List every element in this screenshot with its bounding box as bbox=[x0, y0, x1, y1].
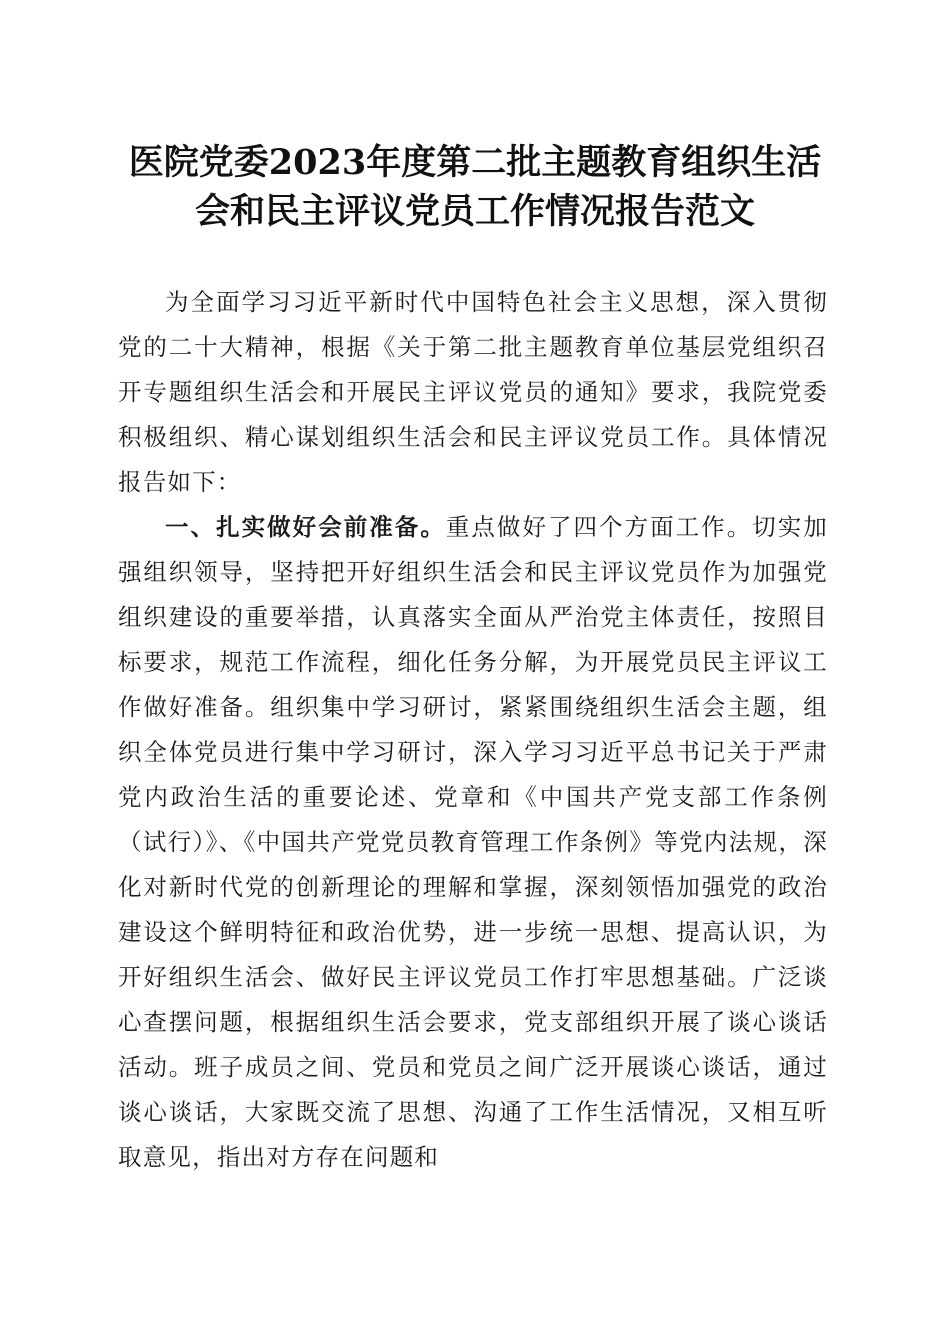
section-one-heading: 一、扎实做好会前准备。 bbox=[165, 513, 446, 541]
section-one-text: 重点做好了四个方面工作。切实加强组织领导，坚持把开好组织生活会和民主评议党员作为加强党组织建设的重要举措，认真落实全面从严治党主体责任，按照目标要求，规范工作流程，细化任务分解，为开展党员民主评议工作做好准备。组织集中学习研讨，紧紧围绕组织生活会主题，组织全体党员进行集中学习研讨，深入学习习近平总书记关于严肃党内政治生活的重要论述、党章和《中国共产党支部工作条例（试行）》、《中国共产党党员教育管理工作条例》等党内法规，深化对新时代党的创新理论的理解和掌握，深刻领悟加强党的政治建设这个鲜明特征和政治优势，进一步统一思想、提高认识，为开好组织生活会、做好民主评议党员工作打牢思想基础。广泛谈心查摆问题，根据组织生活会要求，党支部组织开展了谈心谈话活动。班子成员之间、党员和党员之间广泛开展谈心谈话，通过谈心谈话，大家既交流了思想、沟通了工作生活情况，又相互听取意见，指出对方存在问题和 bbox=[118, 513, 829, 1171]
title-line-1: 医院党委2023年度第二批主题教育组织生活 bbox=[128, 142, 822, 183]
document-body bbox=[118, 280, 828, 1180]
intro-paragraph-text: 为全面学习习近平新时代中国特色社会主义思想，深入贯彻党的二十大精神，根据《关于第二批主题教育单位基层党组织召开专题组织生活会和开展民主评议党员的通知》要求，我院党委积极组织、精心谋划组织生活会和民主评议党员工作。具体情况报告如下： bbox=[118, 288, 828, 496]
section-one-paragraph bbox=[118, 505, 828, 1180]
intro-paragraph bbox=[118, 280, 828, 505]
title-line-2: 会和民主评议党员工作情况报告范文 bbox=[194, 191, 755, 232]
document-title bbox=[110, 138, 840, 236]
